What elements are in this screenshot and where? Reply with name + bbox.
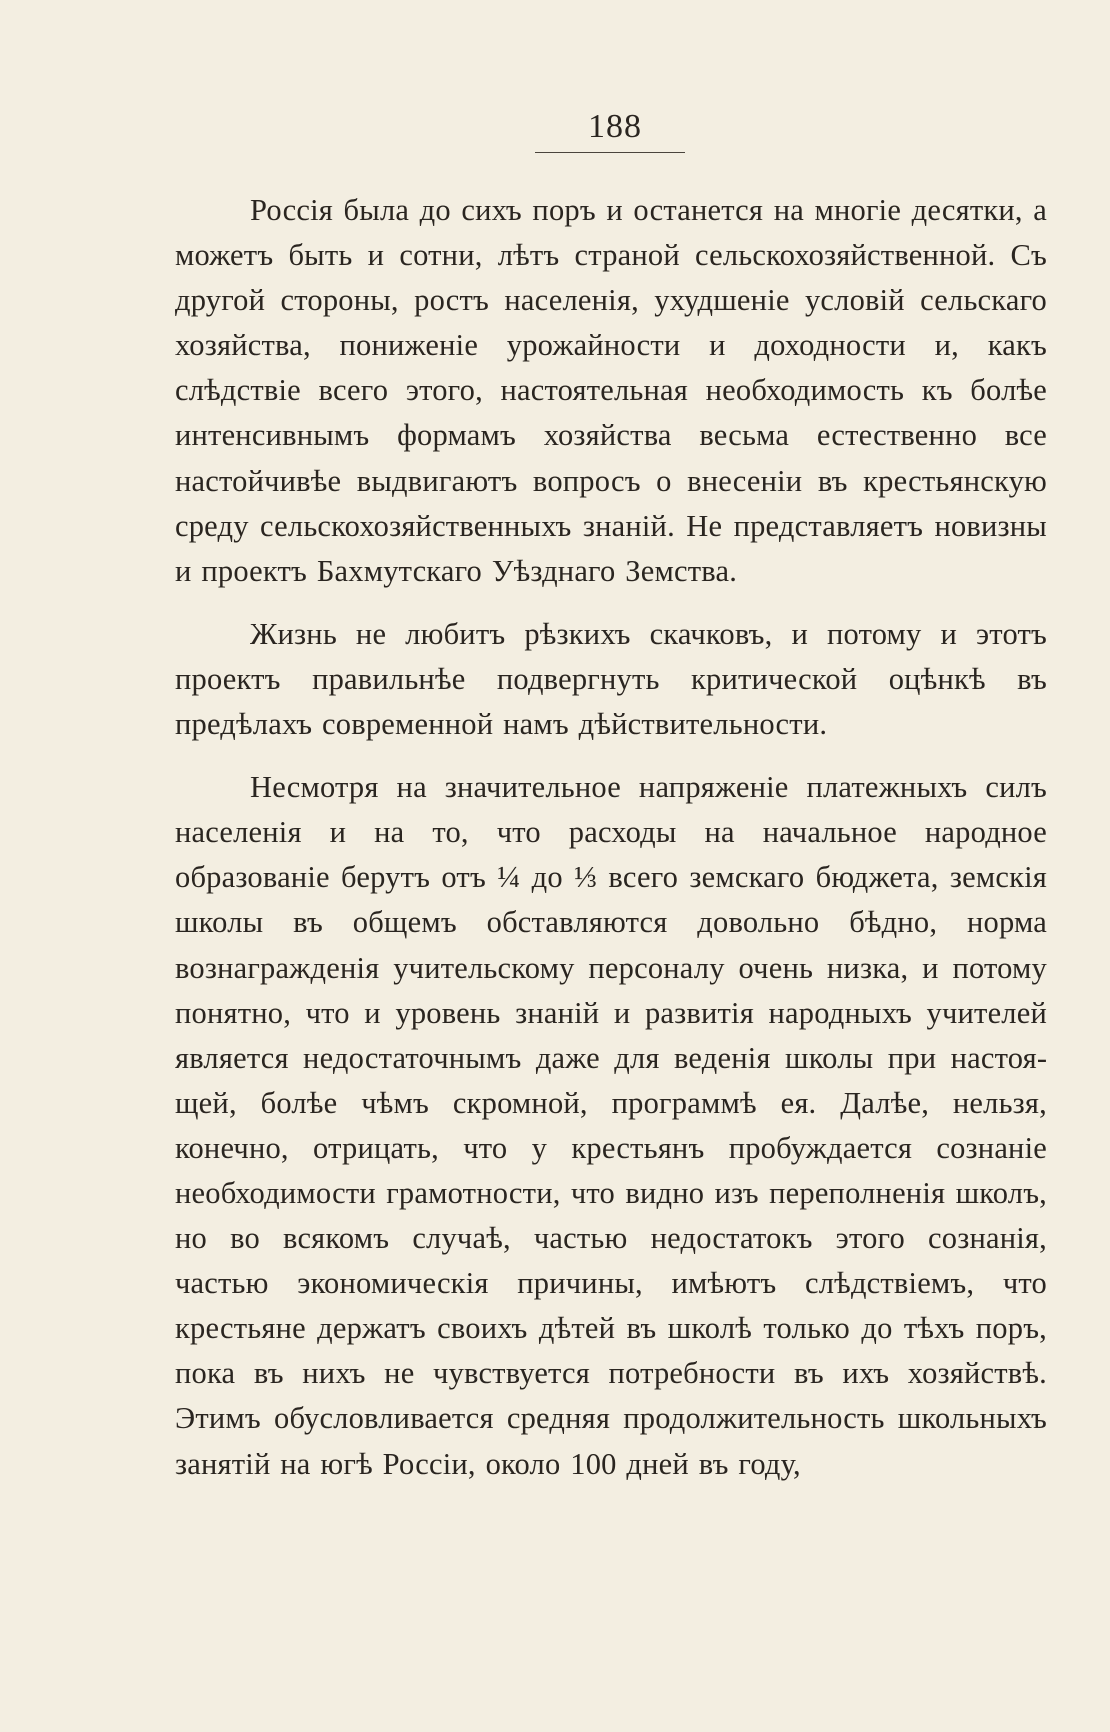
body-text (175, 188, 1047, 1487)
paragraph-3: Несмотря на значительное напряженіе платежныхъ силъ населенія и на то, что расходы на начальное народное образованіе берутъ отъ ¼ до ⅓ всего земскаго бюджета, земскія школы въ общемъ обставляются довольно бѣдно, норма вознагражденія учительскому персоналу очень низка, и потому понятно, что и уровень знаній и развитія народныхъ учителей является недостаточнымъ даже для веденія школы при настоящей, болѣе чѣмъ скромной, программѣ ея. Далѣе, нельзя, конечно, отрицать, что у крестьянъ пробуждается сознаніе необходимости грамотности, что видно изъ переполненія школъ, но во всякомъ случаѣ, частью недостатокъ этого сознанія, частью экономическія причины, имѣютъ слѣдствіемъ, что крестьяне держатъ своихъ дѣтей въ школѣ только до тѣхъ поръ, пока въ нихъ не чувствуется потребности въ ихъ хозяйствѣ. Этимъ обусловливается средняя продолжительность школьныхъ занятій на югѣ Россіи, около 100 дней въ году, (175, 770, 1047, 1481)
paragraph-1: Россія была до сихъ поръ и останется на многіе десятки, а можетъ быть и сотни, лѣтъ страной сельскохозяйственной. Съ другой стороны, ростъ населенія, ухудшеніе условій сельскаго хозяйства, пониженіе урожайности и доходности и, какъ слѣдствіе всего этого, настоятельная необходимость къ болѣе интенсивнымъ формамъ хозяйства весьма естественно все настойчивѣе выдвигаютъ вопросъ о внесеніи въ крестьянскую среду сельскохозяйственныхъ знаній. Не представляетъ новизны и проектъ Бахмутскаго Уѣзднаго Земства. (175, 193, 1047, 588)
page-number: 188 (588, 108, 642, 145)
page-number-rule (535, 152, 685, 153)
paragraph-2: Жизнь не любитъ рѣзкихъ скачковъ, и потому и этотъ проектъ правильнѣе подвергнуть критической оцѣнкѣ въ предѣлахъ современной намъ дѣйствительности. (175, 616, 1047, 742)
